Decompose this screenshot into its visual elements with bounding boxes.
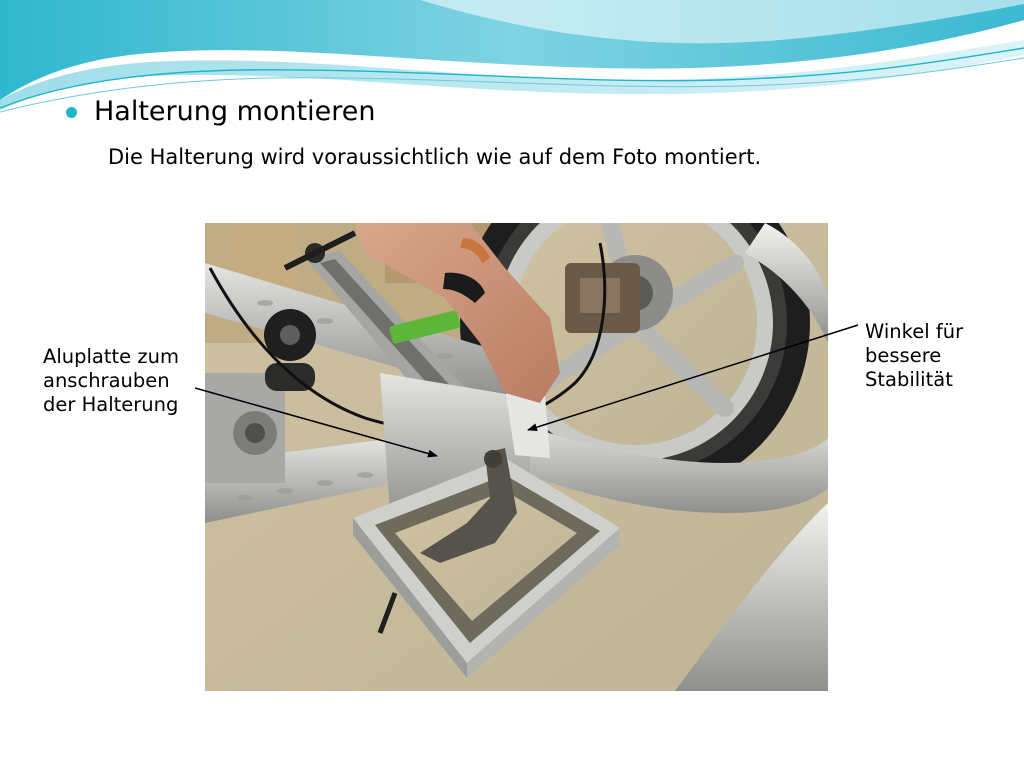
callout-left-line-1: Aluplatte zum <box>43 345 179 368</box>
callout-winkel <box>865 320 963 392</box>
callout-right-line-3: Stabilität <box>865 368 953 391</box>
slide-subtitle: Die Halterung wird voraussichtlich wie auf dem Foto montiert. <box>108 145 762 169</box>
callout-right-line-1: Winkel für <box>865 320 964 343</box>
callout-left-line-2: anschrauben <box>43 369 170 392</box>
slide-heading: Halterung montieren <box>94 96 376 127</box>
callout-aluplatte <box>43 345 179 417</box>
callout-right-line-2: bessere <box>865 344 942 367</box>
bullet-item <box>66 95 375 129</box>
mounting-photo <box>205 223 828 691</box>
photo-illustration <box>205 223 828 691</box>
callout-left-line-3: der Halterung <box>43 393 179 416</box>
bullet-icon <box>66 107 77 118</box>
